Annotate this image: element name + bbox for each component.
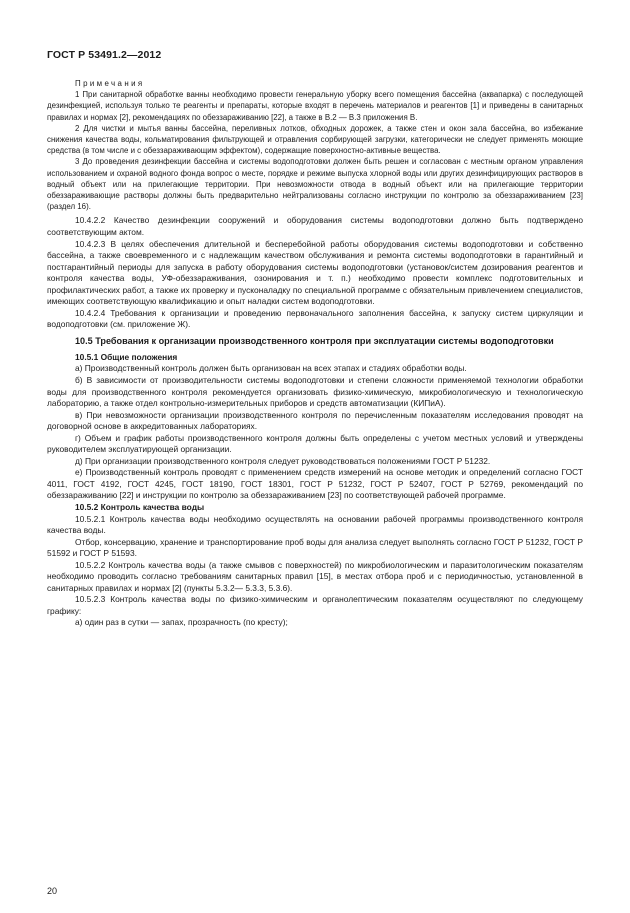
clause-paragraph: 10.4.2.2 Качество дезинфекции сооружений и оборудования системы водоподготовки должно быть подтверждено соответствующим актом.: [47, 215, 583, 237]
clause-paragraph: а) один раз в сутки — запах, прозрачность (по кресту);: [75, 617, 288, 628]
clause-paragraph: Отбор, консервацию, хранение и транспортирование проб воды для анализа следует выполнять согласно ГОСТ Р 51232, ГОСТ Р 51592 и ГОСТ Р 51593.: [47, 536, 583, 559]
note-item: 3 До проведения дезинфекции бассейна и системы водоподготовки должен быть решен и согласован с местным органом управления использованием и охраной водного фонда вопрос о месте, порядке и режиме выпуска хлорной воды или других дезинфицирующих растворов в водный объект или на прилегающие территории. При невозможности отвода в водный объект или на прилегающие территории обеззараживающие растворы должны быть предварительно нейтрализованы согласно инструкции по контролю за обеззараживанием [23] (раздел 16).: [47, 157, 583, 212]
clause-paragraph: г) Объем и график работы производственного контроля должны быть определены с учетом местных условий и утверждены руководителем эксплуатирующей организации.: [47, 432, 583, 455]
clause-paragraph: д) При организации производственного контроля следует руководствоваться положениями ГОСТ Р 51232.: [75, 455, 491, 466]
document-body: [47, 78, 583, 629]
note-item: 1 При санитарной обработке ванны необходимо провести генеральную уборку всего помещения бассейна (аквапарка) с последующей дезинфекцией, используя только те реагенты и препараты, которые входят в перечень материалов и реагентов [1] и приведены в санитарных правилах и нормах [2], рекомендациях по обеззараживанию [22], а также в В.2 — В.3 приложения В.: [47, 90, 583, 122]
clause-paragraph: 10.5.2.2 Контроль качества воды (а также смывов с поверхностей) по микробиологическим и паразитологическим показателям необходимо проводить согласно требованиям санитарных правил [15], в местах отбора проб и с периодичностью, установленной в санитарных правилах и нормах [2] (пункты 5.3.2— 5.3.3, 5.3.6).: [47, 559, 583, 593]
page-number: 20: [47, 886, 58, 896]
clause-paragraph: 10.4.2.4 Требования к организации и проведению первоначального заполнения бассейна, к запуску систем циркуляции и водоподготовки (см. приложение Ж).: [47, 307, 583, 330]
clause-paragraph: 10.5.2.3 Контроль качества воды по физико-химическим и органолептическим показателям осуществляют по следующему графику:: [47, 594, 583, 616]
clause-paragraph: б) В зависимости от производительности системы водоподготовки и степени сложности применяемой технологии обработки воды для производственного контроля рекомендуется организовать физико-химическую, микробиологическую и технологическую лабораторию, а также отдел контрольно-измерительных приборов и средств автоматизации (КИПиА).: [47, 375, 583, 409]
clause-paragraph: 10.5.2.1 Контроль качества воды необходимо осуществлять на основании рабочей программы производственного контроля качества воды.: [47, 513, 583, 536]
clause-paragraph: 10.4.2.3 В целях обеспечения длительной и бесперебойной работы оборудования системы водоподготовки и собственно бассейна, а также своевременного и с надлежащим качеством обслуживания и ремонта системы водоподготовки в гарантийный и постгарантийный периоды для запуска в работу оборудования системы водоподготовки (установок/систем дозирования реагентов и контроля качества воды, УФ-обеззараживания, озонирования и т. п.) необходимо провести комплекс подготовительных и профилактических работ, а также их проверку и пусконаладку по специальной программе с обязательным привлечением специалистов, имеющих соответствующую квалификацию и опыт наладки систем водоподготовки.: [47, 238, 583, 307]
clause-paragraph: а) Производственный контроль должен быть организован на всех этапах и стадиях обработки воды.: [75, 363, 467, 374]
section-heading: 10.5 Требования к организации производственного контроля при эксплуатации системы водоподготовки: [75, 335, 554, 346]
subsection-heading: 10.5.2 Контроль качества воды: [75, 502, 205, 513]
note-item: 2 Для чистки и мытья ванны бассейна, переливных лотков, обходных дорожек, а также стен и окон зала бассейна, во избежание снижения качества воды, кольматирования фильтрующей и отравления сорбирующей загрузки, категорически не следует применять моющие средства (в том числе и с обеззараживающим эффектом), содержащие поверхностно-активные вещества.: [47, 123, 583, 156]
clause-paragraph: в) При невозможности организации производственного контроля по перечисленным показателям исследования проводят на договорной основе в аккредитованных лабораториях.: [47, 409, 583, 432]
notes-title: Примечания: [75, 79, 145, 88]
clause-paragraph: е) Производственный контроль проводят с применением средств измерений на основе методик и определений согласно ГОСТ 4011, ГОСТ 4192, ГОСТ 4245, ГОСТ 18190, ГОСТ 18301, ГОСТ Р 51232, ГОСТ Р 52407, ГОСТ Р 52769, рекомендаций по обеззараживанию [22] и инструкции по контролю за обеззараживанием [23] по соответствующей рабочей программе.: [47, 467, 583, 501]
document-header: ГОСТ Р 53491.2—2012: [47, 49, 162, 61]
subsection-heading: 10.5.1 Общие положения: [75, 351, 178, 362]
